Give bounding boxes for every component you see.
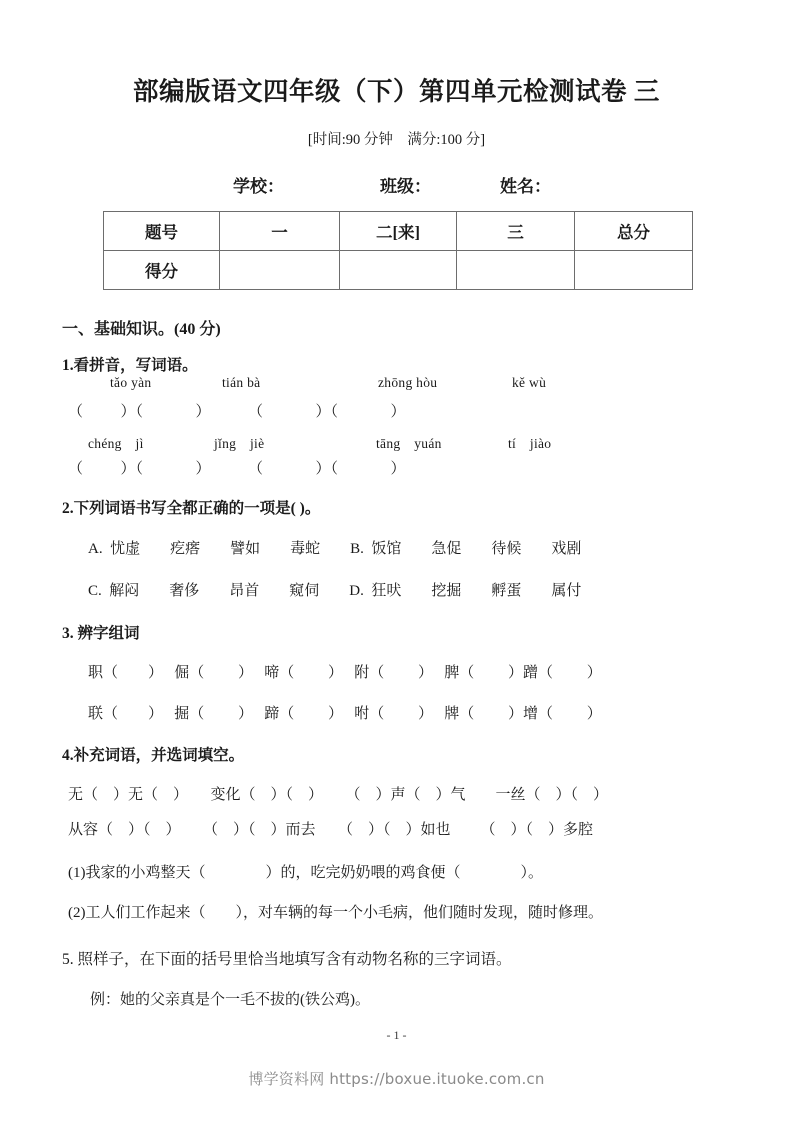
question-2-title: 2.下列词语书写全都正确的一项是( )。 [62,500,321,517]
student-info-row [103,172,692,196]
table-row [104,251,693,290]
question-3-row-2[interactable]: 联（ ） 掘（ ） 蹄（ ） 咐（ ） 牌（ ）增（ ） [88,706,602,722]
score-table-header-0: 题号 [104,212,220,251]
question-4-subitem-2[interactable]: (2)工人们工作起来（ ），对车辆的每一个小毛病，他们随时发现，随时修理。 [68,905,603,921]
q1-pinyin-1: tǎo yàn [110,375,152,390]
question-4-title: 4.补充词语，并选词填空。 [62,747,245,764]
q1-pinyin-3: zhōng hòu [378,375,438,390]
question-3-row-1[interactable]: 职（ ） 倔（ ） 啼（ ） 附（ ） 脾（ ）蹭（ ） [88,665,602,681]
question-4-idiom-row-1[interactable]: 无（ ）无（ ） 变化（ ）（ ） （ ）声（ ）气 一丝（ ）（ ） [68,787,609,803]
q1-pinyin-2: tián bà [222,375,261,390]
q1-pinyin-7: tāng yuán [376,436,442,451]
q1-pinyin-6: jǐng jiè [214,436,265,451]
q1-answer-brackets-row-2[interactable]: （ ）（ ） （ ）（ ） [68,461,406,477]
class-label: 班级： [380,177,431,196]
score-table-header-2: 二[来] [340,212,457,251]
question-3-title: 3. 辨字组词 [62,625,140,642]
score-table-header-4: 总分 [575,212,693,251]
q1-answer-brackets-row-1[interactable]: （ ）（ ） （ ）（ ） [68,404,406,420]
question-5-title: 5. 照样子，在下面的括号里恰当地填写含有动物名称的三字词语。 [62,951,512,968]
school-label: 学校： [233,177,284,196]
table-row [104,212,693,251]
question-2-option-line-1[interactable]: A. 忧虚 疙瘩 譬如 毒蛇 B. 饭馆 急促 待候 戏剧 [88,541,582,557]
score-row-label: 得分 [104,251,220,290]
exam-meta-subtitle: [时间:90 分钟 满分:100 分] [307,132,486,148]
score-cell-4[interactable] [575,251,693,290]
watermark-source: 博学资料网 https://boxue.ituoke.com.cn [248,1070,545,1088]
question-4-subitem-1[interactable]: (1)我家的小鸡整天（ ）的，吃完奶奶喂的鸡食便（ ）。 [68,865,543,881]
score-cell-2[interactable] [340,251,457,290]
q1-pinyin-4: kě wù [512,375,547,390]
name-label: 姓名： [500,177,551,196]
question-4-idiom-row-2[interactable]: 从容（ ）（ ） （ ）（ ）而去 （ ）（ ）如也 （ ）（ ）多腔 [68,822,594,838]
question-2-option-line-2[interactable]: C. 解闷 奢侈 昂首 窥伺 D. 狂吠 挖掘 孵蛋 属付 [88,583,582,599]
page-title: 部编版语文四年级（下）第四单元检测试卷 三 [133,77,660,106]
question-5-example: 例：她的父亲真是个一毛不拔的(铁公鸡)。 [90,992,370,1008]
score-table-header-1: 一 [220,212,340,251]
score-cell-1[interactable] [220,251,340,290]
page-number: - 1 - [386,1028,407,1042]
question-1-title: 1.看拼音，写词语。 [62,357,198,374]
score-cell-3[interactable] [457,251,575,290]
score-table-header-3: 三 [457,212,575,251]
section-heading-basic-knowledge: 一、基础知识。(40 分) [62,321,221,338]
q1-pinyin-8: tí jiào [508,436,552,451]
q1-pinyin-5: chéng jì [88,436,144,451]
score-table [103,211,693,290]
